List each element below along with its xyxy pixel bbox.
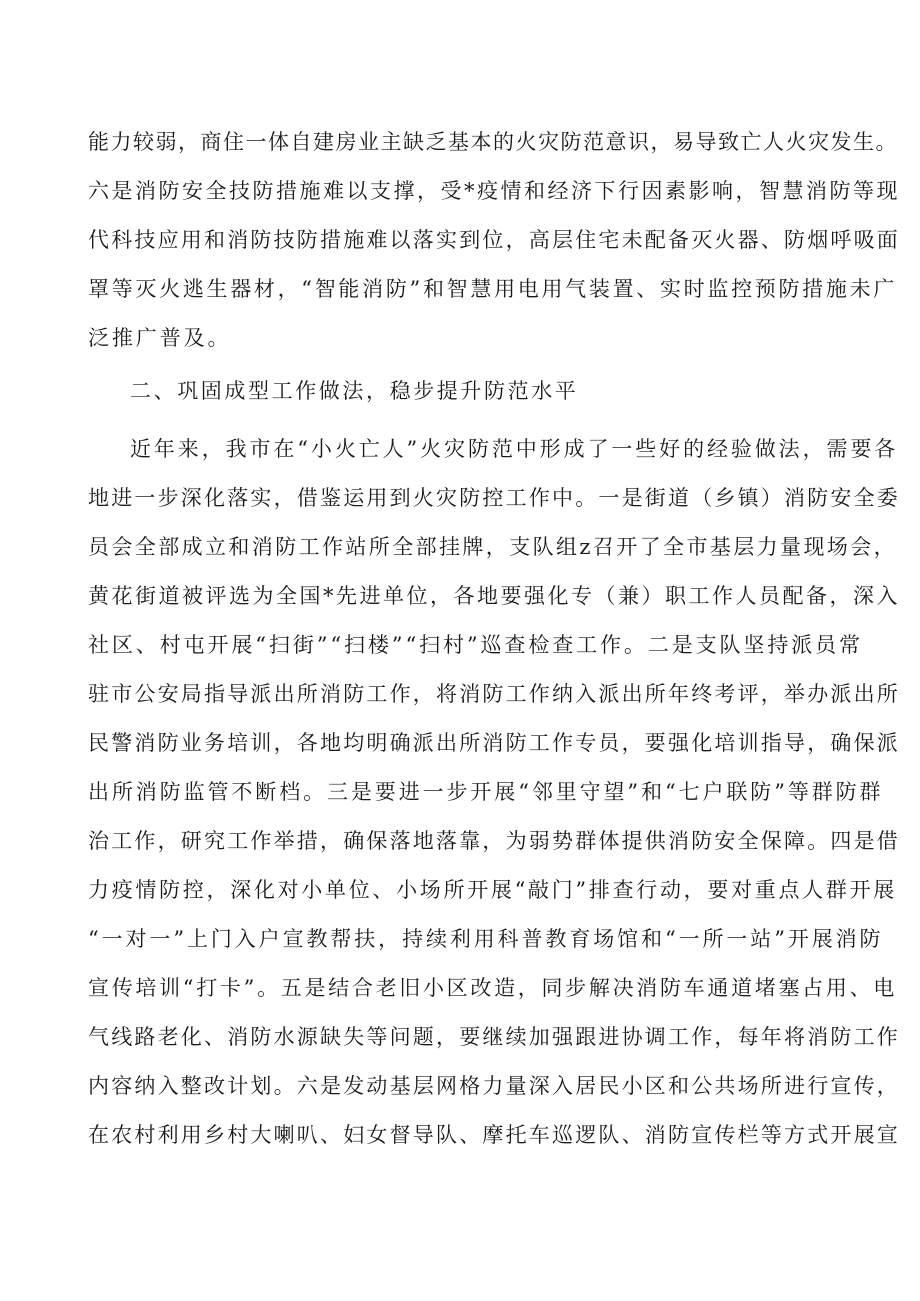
paragraph-line: 近年来，我市在“小火亡人”火灾防范中形成了一些好的经验做法，需要各: [130, 437, 899, 461]
paragraph-line: 代科技应用和消防技防措施难以落实到位，高层住宅未配备灭火器、防烟呼吸面: [88, 228, 900, 252]
section-heading: 二、巩固成型工作做法，稳步提升防范水平: [130, 379, 579, 403]
paragraph-line: 社区、村屯开展“扫街”“扫楼”“扫村”巡查检查工作。二是支队坚持派员常: [88, 633, 863, 657]
paragraph-line: 黄花街道被评选为全国*先进单位，各地要强化专（兼）职工作人员配备，深入: [88, 584, 900, 608]
paragraph-line: 宣传培训“打卡”。五是结合老旧小区改造，同步解决消防车通道堵塞占用、电: [88, 976, 897, 1000]
paragraph-line: 力疫情防控，深化对小单位、小场所开展“敲门”排查行动，要对重点人群开展: [88, 878, 897, 902]
paragraph-line: 六是消防安全技防措施难以支撑，受*疫情和经济下行因素影响，智慧消防等现: [88, 179, 900, 203]
paragraph-line: 罩等灭火逃生器材，“智能消防”和智慧用电用气装置、实时监控预防措施未广: [88, 277, 897, 301]
paragraph-line: 内容纳入整改计划。六是发动基层网格力量深入居民小区和公共场所进行宣传，: [88, 1074, 900, 1098]
paragraph-line: 驻市公安局指导派出所消防工作，将消防工作纳入派出所年终考评，举办派出所: [88, 682, 900, 706]
paragraph-line: 地进一步深化落实，借鉴运用到火灾防控工作中。一是街道（乡镇）消防安全委: [88, 486, 900, 510]
paragraph-line: 民警消防业务培训，各地均明确派出所消防工作专员，要强化培训指导，确保派: [88, 731, 900, 755]
paragraph-line: 在农村利用乡村大喇叭、妇女督导队、摩托车巡逻队、消防宣传栏等方式开展宣: [88, 1123, 900, 1147]
paragraph-line: 能力较弱，商住一体自建房业主缺乏基本的火灾防范意识，易导致亡人火灾发生。: [88, 130, 898, 154]
paragraph-line: 气线路老化、消防水源缺失等问题，要继续加强跟进协调工作，每年将消防工作: [88, 1025, 900, 1049]
paragraph-line: 出所消防监管不断档。三是要进一步开展“邻里守望”和“七户联防”等群防群: [88, 780, 884, 804]
paragraph-line: 泛推广普及。: [88, 326, 232, 350]
paragraph-line: 员会全部成立和消防工作站所全部挂牌，支队组z召开了全市基层力量现场会，: [88, 535, 898, 559]
paragraph-line: “一对一”上门入户宣教帮扶，持续利用科普教育场馆和“一所一站”开展消防: [88, 927, 884, 951]
paragraph-line: 治工作，研究工作举措，确保落地落靠，为弱势群体提供消防安全保障。四是借: [88, 829, 900, 853]
